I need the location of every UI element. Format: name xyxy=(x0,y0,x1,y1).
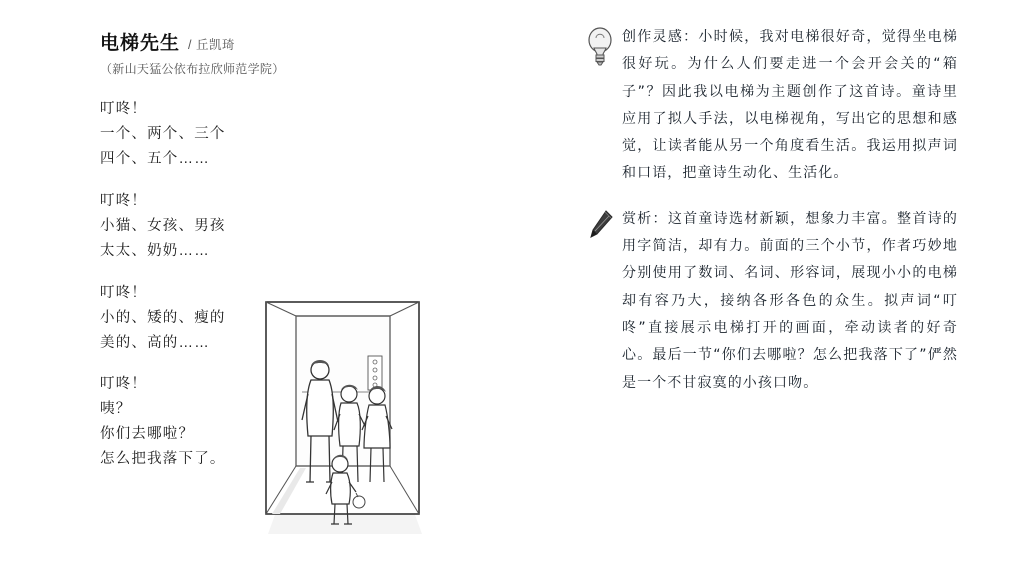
poem-line: 一个、两个、三个 xyxy=(100,125,226,142)
poem-line: 咦？ xyxy=(100,401,132,418)
poem-line: 叮咚！ xyxy=(100,284,148,301)
poem-line: 美的、高的…… xyxy=(100,334,210,351)
poem-line: 四个、五个…… xyxy=(100,150,210,167)
note-appreciation-text: 赏析：这首童诗选材新颖，想象力丰富。整首诗的用字简洁，却有力。前面的三个小节，作者巧妙地分别使用了数词、名词、形容词，展现小小的电梯却有容乃大，接纳各形各色的众生。拟声词“叮咚”直接展示电梯打开的画面，牵动读者的好奇心。最后一节“你们去哪啦？怎么把我落下了”俨然是一个不甘寂寞的小孩口吻。 xyxy=(622,210,958,391)
author-name: 丘凯琦 xyxy=(195,38,235,52)
poem-title-row xyxy=(100,28,460,55)
poem-author xyxy=(188,35,235,53)
poem-line: 叮咚！ xyxy=(100,192,148,209)
stanza xyxy=(100,189,460,264)
page-title: 电梯先生 xyxy=(100,33,181,54)
poem-line: 小猫、女孩、男孩 xyxy=(100,217,226,234)
note-inspiration-text: 创作灵感：小时候，我对电梯很好奇，觉得坐电梯很好玩。为什么人们要走进一个会开会关的“箱子”？因此我以电梯为主题创作了这首诗。童诗里应用了拟人手法，以电梯视角，写出它的思想和感觉，让读者能从另一个角度看生活。我运用拟声词和口语，把童诗生动化、生活化。 xyxy=(622,29,958,182)
elevator-illustration xyxy=(250,296,435,536)
note-inspiration xyxy=(578,24,958,188)
poem-line: 你们去哪啦？ xyxy=(100,426,195,443)
note-appreciation xyxy=(578,206,958,397)
lightbulb-icon xyxy=(578,24,622,66)
poem-line: 太太、奶奶…… xyxy=(100,242,210,259)
poem-affiliation: （新山天猛公依布拉欣师范学院） xyxy=(100,62,285,76)
poem-line: 怎么把我落下了。 xyxy=(100,451,226,468)
notes-column xyxy=(578,24,958,415)
poem-line: 叮咚！ xyxy=(100,376,148,393)
poem-line: 叮咚！ xyxy=(100,101,148,117)
poem-line: 小的、矮的、瘦的 xyxy=(100,309,226,326)
stanza xyxy=(100,97,460,172)
pen-icon xyxy=(578,206,622,248)
author-separator: / xyxy=(188,38,192,52)
